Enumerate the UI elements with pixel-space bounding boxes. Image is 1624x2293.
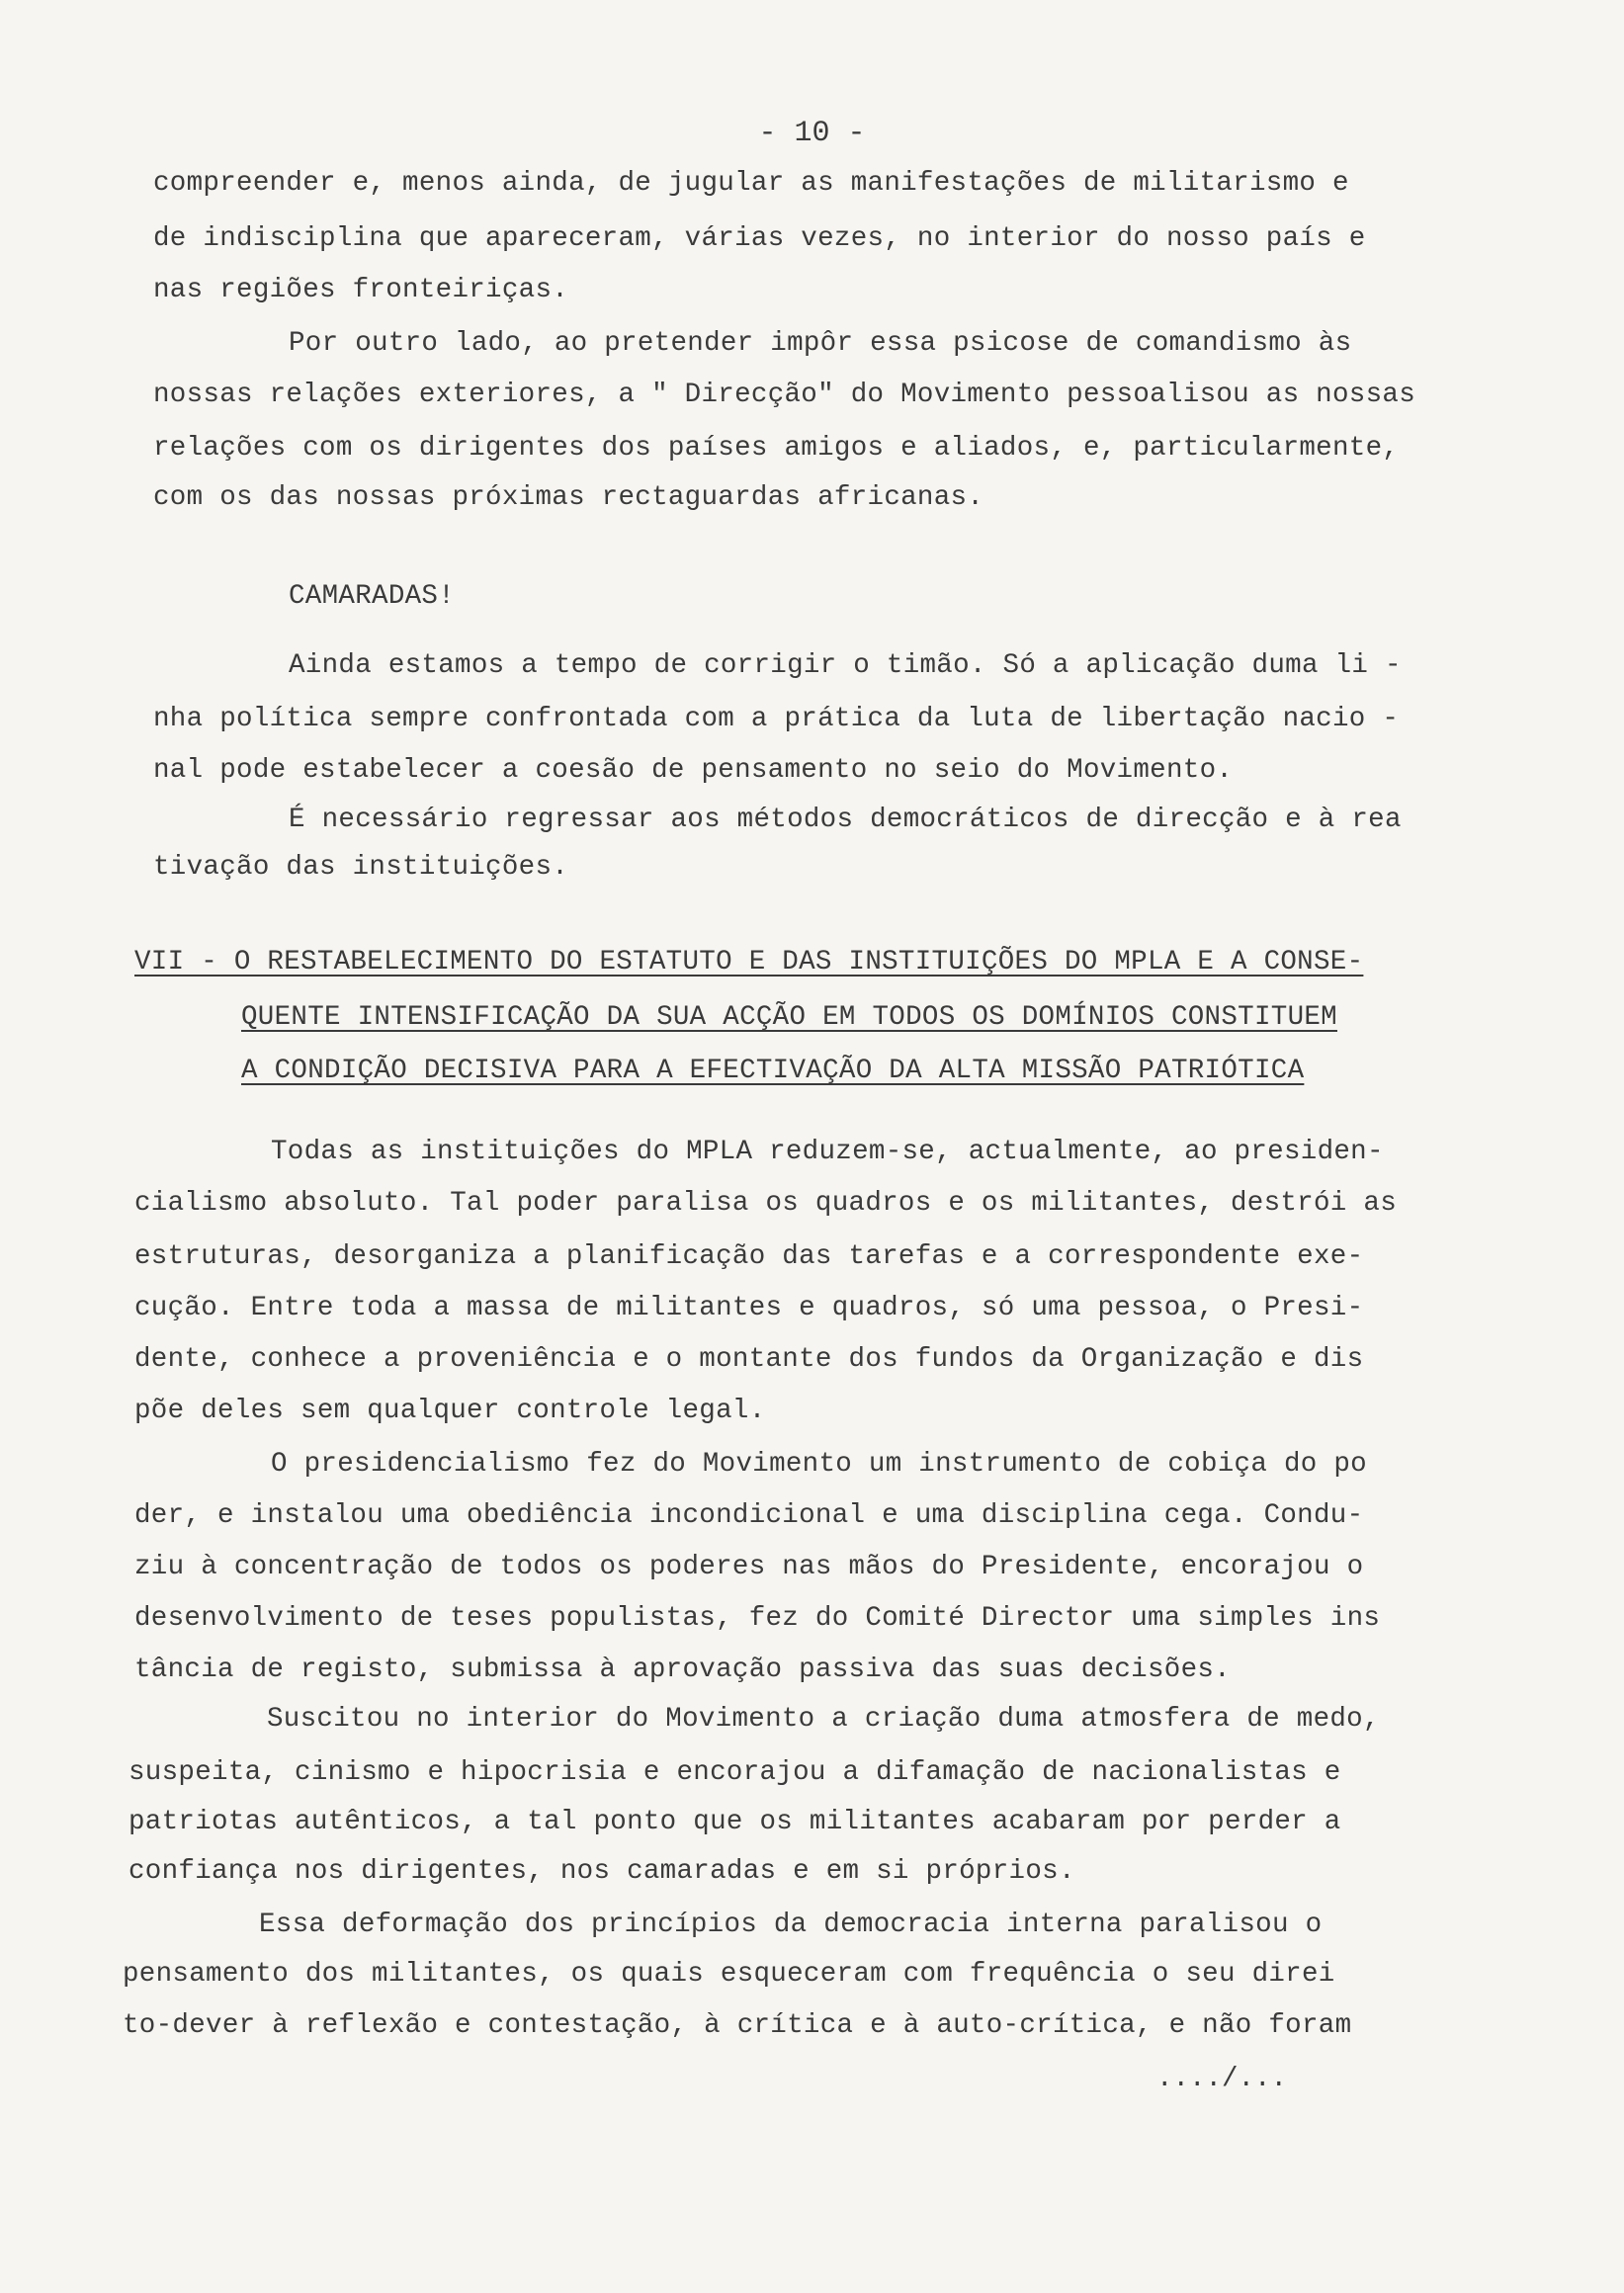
text-line: compreender e, menos ainda, de jugular as manifestações de militarismo e <box>153 168 1349 199</box>
continuation-mark: ..../... <box>1156 2064 1288 2094</box>
section-salutation: CAMARADAS! <box>289 581 456 612</box>
text-line: dente, conhece a proveniência e o montante dos fundos da Organização e dis <box>134 1344 1364 1375</box>
text-line: cialismo absoluto. Tal poder paralisa os quadros e os militantes, destrói as <box>134 1188 1398 1219</box>
text-line: Por outro lado, ao pretender impôr essa psicose de comandismo às <box>289 328 1352 359</box>
text-line: tância de registo, submissa à aprovação passiva das suas decisões. <box>134 1655 1231 1685</box>
text-line: É necessário regressar aos métodos democráticos de direcção e à rea <box>289 805 1402 835</box>
text-line: suspeita, cinismo e hipocrisia e encorajou a difamação de nacionalistas e <box>128 1757 1341 1788</box>
page-number: - 10 - <box>758 117 866 150</box>
text-line: de indisciplina que apareceram, várias vezes, no interior do nosso país e <box>153 223 1366 254</box>
text-line: nal pode estabelecer a coesão de pensamento no seio do Movimento. <box>153 755 1234 786</box>
text-line: der, e instalou uma obediência incondicional e uma disciplina cega. Condu- <box>134 1500 1364 1531</box>
text-line: tivação das instituições. <box>153 852 569 883</box>
section-heading: QUENTE INTENSIFICAÇÃO DA SUA ACÇÃO EM TODOS OS DOMÍNIOS CONSTITUEM <box>241 1002 1337 1033</box>
section-heading: A CONDIÇÃO DECISIVA PARA A EFECTIVAÇÃO DA ALTA MISSÃO PATRIÓTICA <box>241 1056 1305 1086</box>
text-line: O presidencialismo fez do Movimento um instrumento de cobiça do po <box>271 1449 1367 1480</box>
text-line: pensamento dos militantes, os quais esqueceram com frequência o seu direi <box>123 1959 1335 1990</box>
text-line: Essa deformação dos princípios da democracia interna paralisou o <box>259 1910 1323 1940</box>
section-heading: VII - O RESTABELECIMENTO DO ESTATUTO E DAS INSTITUIÇÕES DO MPLA E A CONSE- <box>134 947 1364 977</box>
text-line: Ainda estamos a tempo de corrigir o timão. Só a aplicação duma li - <box>289 650 1402 681</box>
text-line: Todas as instituições do MPLA reduzem-se, actualmente, ao presiden- <box>271 1137 1384 1167</box>
text-line: ziu à concentração de todos os poderes nas mãos do Presidente, encorajou o <box>134 1552 1364 1582</box>
text-line: nossas relações exteriores, a " Direcção" do Movimento pessoalisou as nossas <box>153 380 1416 410</box>
text-line: to-dever à reflexão e contestação, à crítica e à auto-crítica, e não foram <box>123 2010 1352 2041</box>
text-line: com os das nossas próximas rectaguardas africanas. <box>153 482 984 513</box>
text-line: confiança nos dirigentes, nos camaradas e em si próprios. <box>128 1856 1075 1887</box>
text-line: põe deles sem qualquer controle legal. <box>134 1396 766 1426</box>
text-line: Suscitou no interior do Movimento a criação duma atmosfera de medo, <box>267 1704 1380 1735</box>
text-line: estruturas, desorganiza a planificação das tarefas e a correspondente exe- <box>134 1241 1364 1272</box>
text-line: patriotas autênticos, a tal ponto que os militantes acabaram por perder a <box>128 1807 1341 1837</box>
text-line: relações com os dirigentes dos países amigos e aliados, e, particularmente, <box>153 433 1400 464</box>
text-line: desenvolvimento de teses populistas, fez do Comité Director uma simples ins <box>134 1603 1381 1634</box>
text-line: cução. Entre toda a massa de militantes e quadros, só uma pessoa, o Presi- <box>134 1293 1364 1323</box>
text-line: nha política sempre confrontada com a prática da luta de libertação nacio - <box>153 704 1400 734</box>
text-line: nas regiões fronteiriças. <box>153 275 569 305</box>
